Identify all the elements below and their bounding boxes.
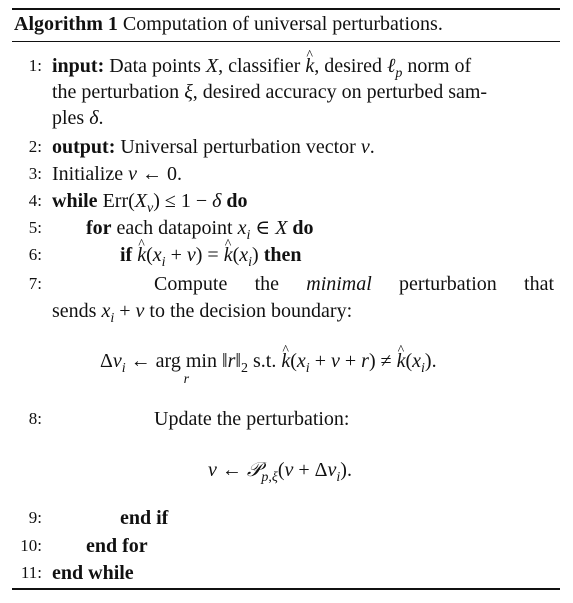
line-1-text-c: , desired: [314, 55, 382, 77]
line-7-word-5: that: [524, 273, 555, 295]
math-xi-in-X: $x_i$ ∈ X: [237, 217, 288, 243]
line-7-cont-b: to the decision boundary:: [149, 300, 353, 322]
line-number-9: 9:: [28, 508, 42, 527]
line-number-10: 10:: [20, 536, 42, 555]
line-1-cont-a: the perturbation: [52, 81, 180, 103]
math-if-condition: ^ $k(x_i + v)$ = ^ $k(x_i)$: [137, 244, 258, 266]
equation-projection: [208, 457, 352, 491]
line-number-6: 6:: [28, 245, 42, 264]
line-7-word-2: the: [254, 273, 280, 295]
line-10: [86, 533, 148, 559]
line-1-continuation: [52, 79, 487, 105]
line-number-5: 5:: [28, 218, 42, 237]
math-delta: δ: [89, 107, 99, 129]
algorithm-caption: [14, 11, 443, 37]
line-number-8: 8:: [28, 409, 42, 428]
math-k-hat: ^ k: [305, 53, 314, 79]
algorithm-box: [12, 8, 560, 593]
line-1-continuation-2: ples δ.: [52, 107, 104, 129]
line-1-cont2: ples: [52, 107, 85, 129]
line-number-11: 11:: [20, 563, 42, 582]
math-err-condition: $Err(X_v) \le 1 - \delta$: [102, 190, 222, 216]
do-keyword-2: do: [292, 217, 314, 239]
line-7-word-3: minimal: [306, 273, 372, 295]
line-3: [52, 161, 182, 187]
math-delta-vi: $\Delta v_i$ ←: [100, 350, 156, 376]
top-rule: [12, 8, 560, 10]
math-init: v ← 0.: [128, 163, 182, 185]
math-lp: ℓ$_p$: [386, 55, 403, 81]
line-7-word-1: Compute: [154, 273, 228, 295]
line-11: [52, 560, 134, 586]
line-9: [120, 505, 168, 531]
output-keyword: output:: [52, 136, 116, 158]
equation-delta-v: [100, 348, 437, 387]
line-number-2: 2:: [28, 137, 42, 156]
math-projection: v ← 𝒫$_{p,\xi}$(v + $\Delta v_i$).: [208, 459, 352, 485]
do-keyword: do: [226, 190, 248, 212]
line-1-cont-b: , desired accuracy on perturbed sam-: [192, 81, 488, 103]
math-xi-plus-v: $x_i + v$: [101, 300, 145, 326]
line-7-continuation: [52, 298, 352, 332]
end-while-keyword: end while: [52, 562, 134, 584]
line-5-text: each datapoint: [116, 217, 233, 239]
for-keyword: for: [86, 217, 112, 239]
math-norm: $‖r‖_2$: [221, 350, 248, 376]
end-if-keyword: end if: [120, 507, 169, 529]
line-8-text: Update the perturbation:: [154, 408, 350, 430]
if-keyword: if: [120, 244, 133, 266]
line-8: [154, 406, 350, 432]
math-X: X: [205, 55, 219, 77]
line-7: [154, 271, 554, 297]
equation-st: s.t.: [253, 350, 277, 372]
math-constraint: ^ $k(x_i + v + r)$ ≠ ^ $k(x_i)$.: [281, 350, 436, 372]
math-v: v: [360, 136, 370, 158]
then-keyword: then: [263, 244, 302, 266]
line-number-1: 1:: [28, 56, 42, 75]
algorithm-label: Algorithm 1: [14, 13, 118, 35]
bottom-rule: [12, 588, 560, 590]
line-7-word-4: perturbation: [399, 273, 497, 295]
end-for-keyword: end for: [86, 535, 148, 557]
line-number-7: 7:: [28, 274, 42, 293]
line-2: output: Universal perturbation vector v.: [52, 136, 375, 158]
while-keyword: while: [52, 190, 98, 212]
input-keyword: input:: [52, 55, 105, 77]
line-7-cont-a: sends: [52, 300, 97, 322]
caption-rule: [12, 41, 560, 42]
line-1-text-b: , classifier: [218, 55, 301, 77]
algorithm-title: Computation of universal perturbations.: [122, 13, 443, 35]
line-1-text-a: Data points: [109, 55, 201, 77]
line-number-4: 4:: [28, 191, 42, 210]
line-2-text: Universal perturbation vector: [120, 136, 356, 158]
line-number-3: 3:: [28, 164, 42, 183]
line-3-text: Initialize: [52, 163, 124, 185]
math-xi: ξ: [184, 81, 193, 103]
argmin-operator: arg min r: [155, 350, 217, 387]
line-1-text-d: norm of: [407, 55, 472, 77]
